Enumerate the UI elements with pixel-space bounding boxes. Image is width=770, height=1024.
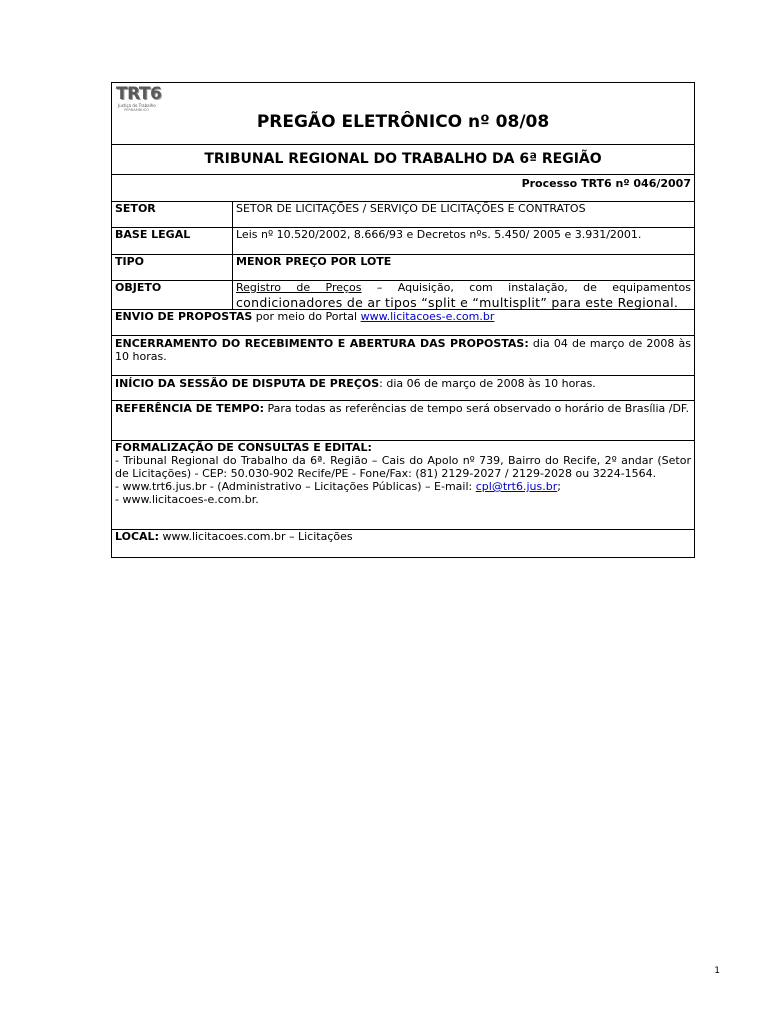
formalizacao-row <box>112 441 694 530</box>
setor-label: SETOR <box>112 202 233 227</box>
objeto-label: OBJETO <box>112 281 233 309</box>
formalizacao-portal: - www.licitacoes-e.com.br. <box>115 493 259 506</box>
tipo-label: TIPO <box>112 255 233 280</box>
inicio-row <box>112 376 694 401</box>
base-legal-value: Leis nº 10.520/2002, 8.666/93 e Decretos nºs. 5.450/ 2005 e 3.931/2001. <box>236 228 642 241</box>
process-number: Processo TRT6 nº 046/2007 <box>112 175 694 202</box>
base-legal-row <box>112 228 694 255</box>
setor-value: SETOR DE LICITAÇÕES / SERVIÇO DE LICITAÇÕES E CONTRATOS <box>236 202 586 215</box>
document-title: PREGÃO ELETRÔNICO nº 08/08 <box>256 112 550 132</box>
page-number: 1 <box>714 966 720 976</box>
referencia-row <box>112 401 694 441</box>
local-row <box>112 530 694 557</box>
objeto-text-line2: condicionadores de ar tipos “split e “multisplit” para este Regional. <box>236 295 679 310</box>
header-row <box>112 83 694 145</box>
court-name: TRIBUNAL REGIONAL DO TRABALHO DA 6ª REGIÃO <box>112 145 694 175</box>
formalizacao-site: - www.trt6.jus.br - (Administrativo – Licitações Públicas) – E-mail: <box>115 480 476 493</box>
envio-text: por meio do Portal <box>252 310 361 323</box>
envio-label: ENVIO DE PROPOSTAS <box>115 310 253 323</box>
encerramento-text: dia 04 de março de 2008 às 10 horas. <box>115 337 691 363</box>
document-table <box>111 82 695 558</box>
envio-row <box>112 310 694 336</box>
base-legal-label: BASE LEGAL <box>112 228 233 254</box>
portal-link[interactable]: www.licitacoes-e.com.br <box>360 310 495 323</box>
logo-subtext: Justiça do Trabalho <box>118 103 156 108</box>
encerramento-label: ENCERRAMENTO DO RECEBIMENTO E ABERTURA DAS PROPOSTAS: <box>115 337 529 350</box>
inicio-label: INÍCIO DA SESSÃO DE DISPUTA DE PREÇOS <box>115 377 380 390</box>
email-link[interactable]: cpl@trt6.jus.br <box>475 480 558 493</box>
referencia-text: Para todas as referências de tempo será observado o horário de Brasília /DF. <box>263 402 689 415</box>
inicio-text: : dia 06 de março de 2008 às 10 horas. <box>379 377 596 390</box>
local-text: www.licitacoes.com.br – Licitações <box>158 530 353 543</box>
local-label: LOCAL: <box>115 530 159 543</box>
formalizacao-semicolon: ; <box>557 480 561 493</box>
formalizacao-label: FORMALIZAÇÃO DE CONSULTAS E EDITAL: <box>115 441 372 454</box>
setor-row <box>112 202 694 228</box>
objeto-text: – Aquisição, com instalação, de equipamentos <box>361 281 691 294</box>
objeto-underlined: Registro de Preços <box>236 281 362 294</box>
tipo-value: MENOR PREÇO POR LOTE <box>236 255 392 268</box>
objeto-row <box>112 281 694 310</box>
formalizacao-address: - Tribunal Regional do Trabalho da 6ª. Região – Cais do Apolo nº 739, Bairro do Recife, 2º andar (Setor de Licitações) - CEP: 50.030-902 Recife/PE - Fone/Fax: (81) 2129-2027 / 2129-2028 ou 3224-1564. <box>115 454 691 480</box>
encerramento-row <box>112 336 694 376</box>
logo-text: TRT6 <box>116 84 162 104</box>
logo-subtext-2: PERNAMBUCO <box>124 108 149 112</box>
referencia-label: REFERÊNCIA DE TEMPO: <box>115 402 264 415</box>
objeto-value <box>233 281 694 309</box>
tipo-row <box>112 255 694 281</box>
